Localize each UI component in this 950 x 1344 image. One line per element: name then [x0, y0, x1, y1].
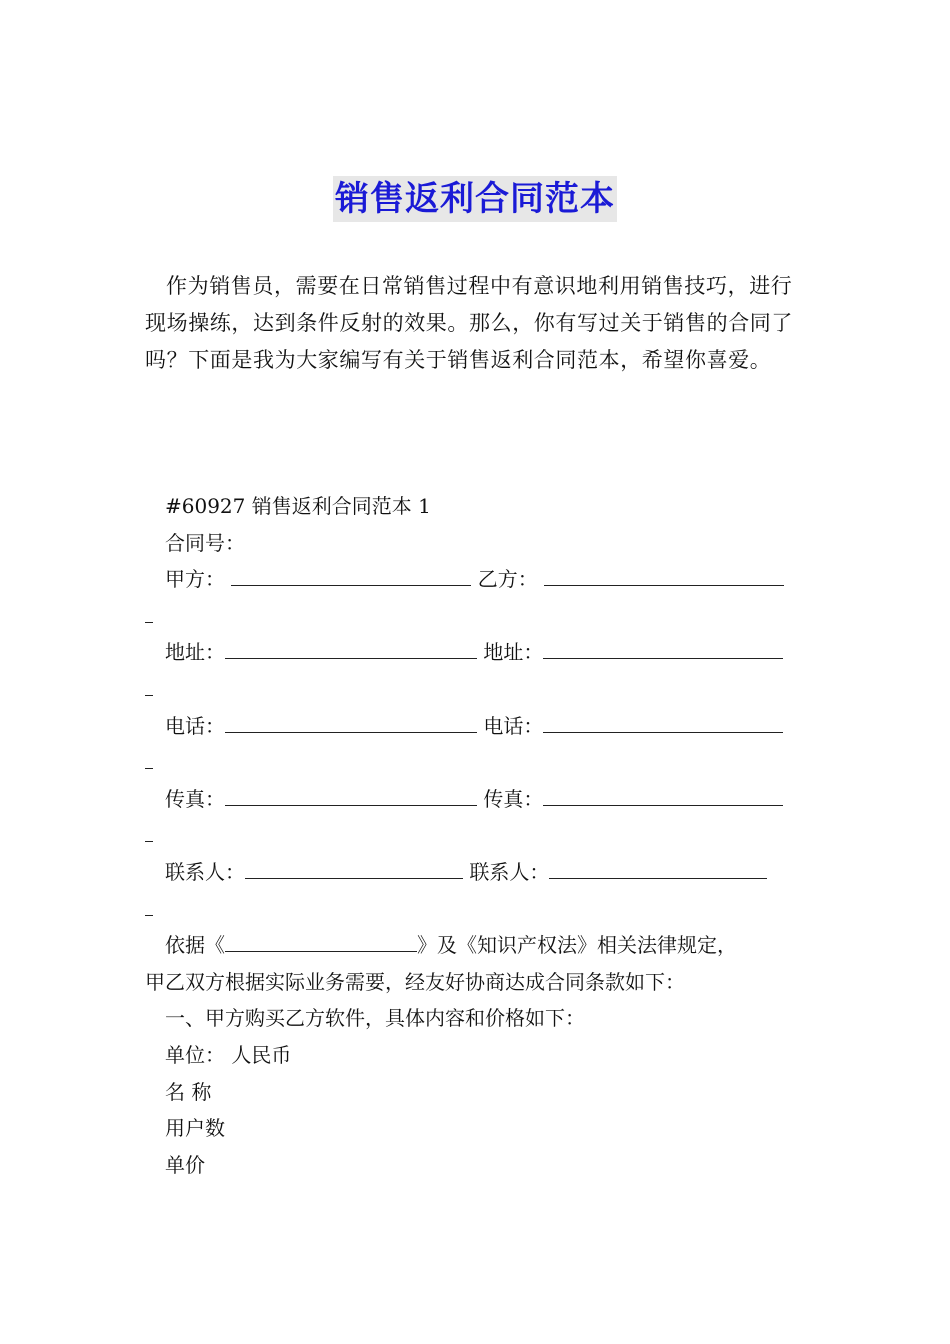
party-a-blank [231, 563, 471, 586]
address-b-blank [543, 636, 783, 659]
fax-row-wrap [145, 817, 810, 854]
phone-row [145, 708, 810, 745]
party-b-blank [544, 563, 784, 586]
address-b-label: 地址： [483, 640, 544, 665]
contact-row-wrap [145, 891, 810, 928]
underline-wrap [145, 893, 153, 916]
fax-a-blank [225, 783, 477, 806]
contact-row [145, 854, 810, 891]
phone-a-blank [225, 710, 477, 733]
unit-line: 单位： 人民币 [165, 1042, 292, 1067]
underline-wrap [145, 746, 153, 769]
fax-row [145, 781, 810, 818]
contact-a-blank [245, 856, 463, 879]
contact-a-label: 联系人： [165, 859, 245, 884]
fax-a-label: 传真： [165, 786, 225, 811]
fax-b-blank [543, 783, 783, 806]
section-heading: #60927 销售返利合同范本 1 [165, 494, 431, 518]
basis-suffix: 》及《知识产权法》相关法律规定， [417, 933, 737, 958]
phone-row-wrap [145, 744, 810, 781]
address-a-blank [225, 636, 477, 659]
underline-wrap [145, 600, 153, 623]
basis-continuation: 甲乙双方根据实际业务需要，经友好协商达成合同条款如下： [145, 969, 685, 994]
party-b-label: 乙方： [477, 567, 538, 592]
contact-b-blank [549, 856, 767, 879]
basis-prefix: 依据《 [165, 933, 225, 958]
intro-paragraph: 作为销售员，需要在日常销售过程中有意识地利用销售技巧，进行现场操练，达到条件反射的效果。那么，你有写过关于销售的合同了吗？下面是我为大家编写有关于销售返利合同范本，希望你喜爱。 [145, 274, 793, 372]
column-users: 用户数 [165, 1116, 225, 1141]
contract-body [145, 488, 810, 1183]
phone-b-label: 电话： [483, 713, 544, 738]
document-title [0, 176, 950, 222]
document-title-text: 销售返利合同范本 [333, 176, 617, 222]
party-row [145, 561, 810, 598]
party-a-label: 甲方： [165, 567, 225, 592]
address-row-wrap [145, 671, 810, 708]
address-row [145, 634, 810, 671]
underline-wrap [145, 819, 153, 842]
contact-b-label: 联系人： [469, 859, 550, 884]
phone-a-label: 电话： [165, 713, 225, 738]
underline-wrap [145, 673, 153, 696]
column-name: 名 称 [165, 1079, 212, 1104]
contract-number-label: 合同号： [165, 530, 245, 555]
column-price: 单价 [165, 1152, 205, 1177]
address-a-label: 地址： [165, 640, 225, 665]
basis-line [145, 927, 810, 964]
clause-one: 一、甲方购买乙方软件，具体内容和价格如下： [165, 1006, 585, 1031]
party-row-wrap [145, 598, 810, 635]
law-name-blank [225, 929, 417, 952]
phone-b-blank [543, 710, 783, 733]
fax-b-label: 传真： [483, 786, 544, 811]
